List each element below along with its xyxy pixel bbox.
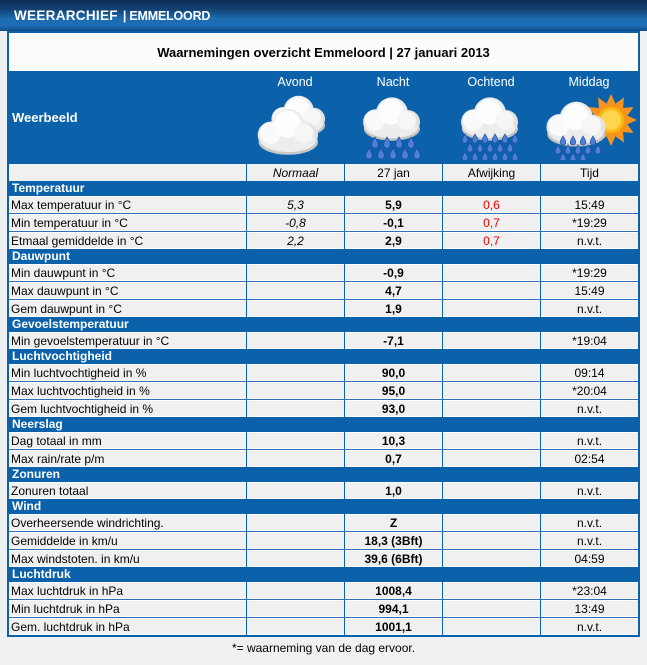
section-header: Wind — [9, 499, 638, 514]
cell-normaal — [246, 618, 344, 635]
cell-normaal — [246, 400, 344, 417]
section-header: Zonuren — [9, 467, 638, 482]
cell-afwijking — [442, 332, 540, 349]
cell-tijd: n.v.t. — [540, 532, 638, 549]
cell-label: Max temperatuur in °C — [11, 197, 132, 212]
cell-value: -7,1 — [344, 332, 442, 349]
cell-value: 18,3 (3Bft) — [344, 532, 442, 549]
table-row — [9, 599, 638, 617]
column-afwijking: Afwijking — [442, 164, 540, 181]
cell-tijd: 02:54 — [540, 450, 638, 467]
cell-value: 90,0 — [344, 364, 442, 381]
period-label: Avond — [277, 75, 313, 89]
cell-tijd: *20:04 — [540, 382, 638, 399]
cell-afwijking — [442, 600, 540, 617]
site-brand: WEERARCHIEF — [14, 8, 118, 23]
cell-label: Max luchtdruk in hPa — [11, 583, 124, 598]
cell-label: Zonuren totaal — [11, 483, 89, 498]
table-row — [9, 264, 638, 281]
cell-value: -0,9 — [344, 264, 442, 281]
cell-tijd: n.v.t. — [540, 232, 638, 249]
cell-afwijking — [442, 582, 540, 599]
cell-normaal — [246, 600, 344, 617]
cell-label: Max rain/rate p/m — [11, 451, 105, 466]
cell-tijd: n.v.t. — [540, 400, 638, 417]
footnote: *= waarneming van de dag ervoor. — [231, 641, 416, 655]
cell-normaal: 2,2 — [246, 232, 344, 249]
section-header: Luchtvochtigheid — [9, 349, 638, 364]
topbar — [0, 0, 647, 31]
cell-value: 1001,1 — [344, 618, 442, 635]
period-nacht — [344, 71, 442, 164]
table-row — [9, 231, 638, 249]
cell-afwijking — [442, 550, 540, 567]
table-row — [9, 399, 638, 417]
section-header: Luchtdruk — [9, 567, 638, 582]
table-row — [9, 381, 638, 399]
cell-value: 95,0 — [344, 382, 442, 399]
table-row — [9, 531, 638, 549]
period-avond — [246, 71, 344, 164]
cell-normaal — [246, 364, 344, 381]
rain-sun-icon — [541, 90, 637, 160]
heavy-rain-icon — [443, 90, 539, 160]
cell-value: 10,3 — [344, 432, 442, 449]
cell-value: 1008,4 — [344, 582, 442, 599]
column-header-row — [9, 164, 638, 181]
cell-label — [9, 164, 246, 181]
cell-value: Z — [344, 514, 442, 531]
period-label: Ochtend — [467, 75, 515, 89]
cell-value: -0,1 — [344, 214, 442, 231]
page-title: Waarnemingen overzicht Emmeloord | 27 januari 2013 — [9, 33, 638, 71]
cell-normaal — [246, 582, 344, 599]
cell-value: 4,7 — [344, 282, 442, 299]
cell-normaal — [246, 282, 344, 299]
cell-afwijking: 0,7 — [442, 232, 540, 249]
cell-afwijking — [442, 432, 540, 449]
cell-normaal: 5,3 — [246, 196, 344, 213]
cell-tijd: n.v.t. — [540, 514, 638, 531]
cell-label: Gem luchtvochtigheid in % — [11, 401, 154, 416]
cell-label: Dag totaal in mm — [11, 433, 102, 448]
cell-afwijking: 0,7 — [442, 214, 540, 231]
cell-normaal — [246, 450, 344, 467]
cell-label: Gem dauwpunt in °C — [11, 301, 122, 316]
column-tijd: Tijd — [540, 164, 638, 181]
cell-normaal — [246, 432, 344, 449]
cell-label: Etmaal gemiddelde in °C — [11, 233, 144, 248]
cell-afwijking — [442, 282, 540, 299]
period-ochtend — [442, 71, 540, 164]
cell-normaal: -0,8 — [246, 214, 344, 231]
rain-icon — [345, 90, 441, 160]
cell-normaal — [246, 532, 344, 549]
cell-label: Gemiddelde in km/u — [11, 533, 118, 548]
cell-tijd: n.v.t. — [540, 618, 638, 635]
cell-label: Min luchtvochtigheid in % — [11, 365, 147, 380]
table-row — [9, 482, 638, 499]
cell-afwijking — [442, 382, 540, 399]
period-middag — [540, 71, 638, 164]
cell-label: Gem. luchtdruk in hPa — [11, 619, 130, 634]
cell-label: Min gevoelstemperatuur in °C — [11, 333, 170, 348]
weather-table — [7, 31, 640, 637]
cell-tijd: 09:14 — [540, 364, 638, 381]
cell-value: 2,9 — [344, 232, 442, 249]
table-row — [9, 549, 638, 567]
cell-afwijking — [442, 300, 540, 317]
cell-afwijking — [442, 364, 540, 381]
cell-afwijking — [442, 514, 540, 531]
table-header — [9, 71, 638, 164]
cell-afwijking — [442, 450, 540, 467]
table-row — [9, 196, 638, 213]
cell-label: Max windstoten. in km/u — [11, 551, 140, 566]
cell-label: Max dauwpunt in °C — [11, 283, 119, 298]
cell-afwijking — [442, 264, 540, 281]
period-label: Middag — [568, 75, 610, 89]
cell-tijd: 04:59 — [540, 550, 638, 567]
cell-value: 1,0 — [344, 482, 442, 499]
cell-normaal — [246, 514, 344, 531]
clouds-icon — [247, 90, 343, 160]
table-row — [9, 332, 638, 349]
cell-value: 5,9 — [344, 196, 442, 213]
table-row — [9, 213, 638, 231]
period-label: Nacht — [376, 75, 410, 89]
cell-normaal — [246, 482, 344, 499]
cell-value: 994,1 — [344, 600, 442, 617]
cell-afwijking — [442, 532, 540, 549]
table-row — [9, 299, 638, 317]
cell-tijd: 15:49 — [540, 196, 638, 213]
cell-label: Min temperatuur in °C — [11, 215, 128, 230]
cell-value: 0,7 — [344, 450, 442, 467]
cell-normaal — [246, 382, 344, 399]
section-header: Temperatuur — [9, 181, 638, 196]
section-header: Gevoelstemperatuur — [9, 317, 638, 332]
cell-tijd: n.v.t. — [540, 482, 638, 499]
cell-tijd: n.v.t. — [540, 432, 638, 449]
cell-tijd: 13:49 — [540, 600, 638, 617]
cell-normaal — [246, 332, 344, 349]
cell-tijd: *19:04 — [540, 332, 638, 349]
cell-label: Max luchtvochtigheid in % — [11, 383, 150, 398]
table-body — [9, 181, 638, 635]
table-row — [9, 364, 638, 381]
table-row — [9, 449, 638, 467]
cell-normaal — [246, 300, 344, 317]
cell-tijd: *19:29 — [540, 264, 638, 281]
cell-value: 39,6 (6Bft) — [344, 550, 442, 567]
table-row — [9, 617, 638, 635]
cell-afwijking — [442, 400, 540, 417]
section-header: Dauwpunt — [9, 249, 638, 264]
weerbeeld-label: Weerbeeld — [12, 110, 78, 125]
table-row — [9, 514, 638, 531]
cell-afwijking — [442, 482, 540, 499]
cell-label: Min luchtdruk in hPa — [11, 601, 120, 616]
cell-afwijking: 0,6 — [442, 196, 540, 213]
cell-tijd: n.v.t. — [540, 300, 638, 317]
cell-value: 93,0 — [344, 400, 442, 417]
section-header: Neerslag — [9, 417, 638, 432]
cell-normaal — [246, 550, 344, 567]
cell-label: Overheersende windrichting. — [11, 515, 164, 530]
cell-tijd: 15:49 — [540, 282, 638, 299]
cell-afwijking — [442, 618, 540, 635]
column-normaal: Normaal — [246, 164, 344, 181]
cell-value: 1,9 — [344, 300, 442, 317]
table-row — [9, 432, 638, 449]
column-27jan: 27 jan — [344, 164, 442, 181]
cell-normaal — [246, 264, 344, 281]
cell-tijd: *19:29 — [540, 214, 638, 231]
site-location: | EMMELOORD — [122, 8, 211, 23]
cell-label: Min dauwpunt in °C — [11, 265, 116, 280]
table-row — [9, 582, 638, 599]
cell-tijd: *23:04 — [540, 582, 638, 599]
table-row — [9, 281, 638, 299]
